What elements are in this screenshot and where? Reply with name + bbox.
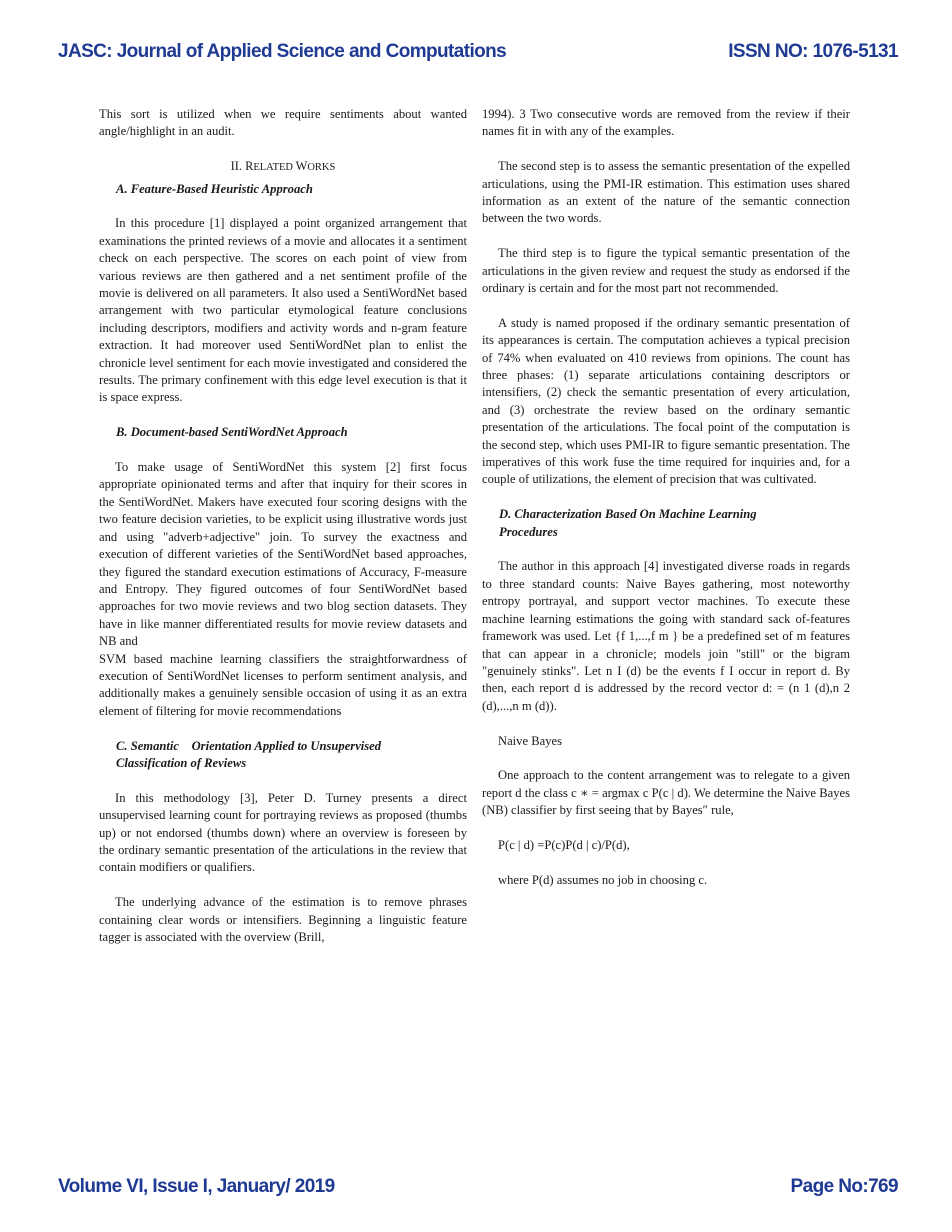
right-column [482,106,850,907]
issn-number: ISSN NO: 1076-5131 [728,41,898,62]
formula-explanation: where P(d) assumes no job in choosing c. [498,872,708,887]
paragraph-d: The author in this approach [4] investigated diverse roads in regards to three standard counts: Naive Bayes gathering, most noteworthy entropy portrayal, and support vector machines. To execute these machine learning estimations the going with standard sack of-features framework was used. Let {f 1,...,f m } be a predefined set of m features that can appear in a chronicle; models join "still" or the bigram "genuinely stinks". Let n I (d) be the events f I occur in report d. By then, each report d is addressed by the record vector d: = (n 1 (d),n 2 (d),...,n m (d)). [482,559,850,713]
bayes-formula: P(c | d) =P(c)P(d | c)/P(d), [498,837,630,852]
paragraph-study: A study is named proposed if the ordinary semantic presentation of its appearances is certain. The computation achieves a typical precision of 74% when evaluated on 410 reviews from opinions. The count has three phases: (1) separate articulations containing descriptors or intensifiers, (2) check the semantic presentation of every articulation, and (3) orchestrate the review based on the ordinary semantic presentation of the articulations. The focal point of the computation is the second step, which uses PMI-IR to figure semantic presentation. The imperatives of this work fuse the time required for inquiries and, for a couple of utilizations, the element of precision that was cultivated. [482,315,850,487]
volume-issue: Volume VI, Issue I, January/ 2019 [58,1176,335,1197]
paragraph-naive-bayes: One approach to the content arrangement was to relegate to a given report d the class c ∗ = argmax c P(c | d). We determine the Naive Bayes (NB) classifier by first seeing that by Bayes″ rule, [482,768,850,818]
paragraph-c: In this methodology [3], Peter D. Turney presents a direct unsupervised learning count for portraying reviews as proposed (thumbs up) or not endorsed (thumbs down) where an overview is foreseen by the ordinary semantic presentation of the articulations in the review that contain modifiers or qualifiers. [99,790,467,875]
subsection-d-line2: Procedures [499,524,558,539]
intro-paragraph: This sort is utilized when we require sentiments about wanted angle/highlight in an audit. [99,107,467,139]
section-num: II. R [230,159,254,174]
section-w: W [295,159,308,174]
section-rest: ELATED [253,162,296,174]
paragraph-second-step: The second step is to assess the semantic presentation of the expelled articulations, using the PMI-IR estimation. This estimation uses shared information as an extent of the nature of the semantic connection between the two words. [482,159,850,226]
subsection-d-line1: D. Characterization Based On Machine Learning [499,507,757,522]
subsection-d-heading [499,506,850,541]
left-column [99,106,467,964]
paragraph-b-continued: SVM based machine learning classifiers the straightforwardness of execution of SentiWordNet licenses to perform sentiment analysis, and additionally makes a genuinely sensible occasion of using it as an extra element of filtering for movie recommendations [99,651,467,718]
paragraph-third-step: The third step is to figure the typical semantic presentation of the articulations in the given review and request the study as endorsed if the ordinary is certain and for the most part not recommended. [482,246,850,296]
journal-title: JASC: Journal of Applied Science and Computations [58,41,507,62]
section-orks: ORKS [307,162,336,174]
section-heading [99,158,467,176]
subsection-c-line2: Classification of Reviews [116,755,247,770]
paragraph-b: To make usage of SentiWordNet this system [2] first focus appropriate opinionated terms and after that inquiry for their scores in the SentiWordNet. Makers have executed four scoring designs with the two feature decision varieties, to be explicit using illustrative words just and using "adverb+adjective" join. To survey the exactness and execution of different varieties of the SentiWordNet based approaches, they figured the standard execution estimations of Accuracy, F-measure and Entropy. They figured outcomes of four SentiWordNet based approaches for two movie reviews and two blog section datasets. They have in like manner differentiated results for movie review datasets and NB and [99,460,467,649]
naive-bayes-label: Naive Bayes [498,733,562,748]
continued-paragraph: 1994). 3 Two consecutive words are removed from the review if their names fit in with any of the examples. [482,107,850,139]
subsection-a-heading: A. Feature-Based Heuristic Approach [116,181,313,196]
subsection-b-heading: B. Document-based SentiWordNet Approach [116,425,348,440]
page-number: Page No:769 [790,1176,898,1197]
subsection-c-line1: C. Semantic Orientation Applied to Unsupervised [116,738,382,753]
paragraph-a: In this procedure [1] displayed a point organized arrangement that examinations the printed reviews of a movie and allocates it a sentiment check on each perspective. The scores on each point of view from various reviews are then gathered and a net sentiment profile of the movie is delivered on all parameters. It also used a SentiWordNet based arrangement with two particular etymological feature conclusions including descriptors, modifiers and activity words and n-gram feature extraction. It had moreover used SentiWordNet plan to enlist the chronicle level sentiment for each movie investigated and considered the results. The primary confinement with this edge level execution is that it is space express. [99,216,467,405]
subsection-c-heading [116,738,467,773]
paragraph-c2: The underlying advance of the estimation is to remove phrases containing clear words or intensifiers. Beginning a linguistic feature tagger is associated with the overview (Brill, [99,895,467,944]
